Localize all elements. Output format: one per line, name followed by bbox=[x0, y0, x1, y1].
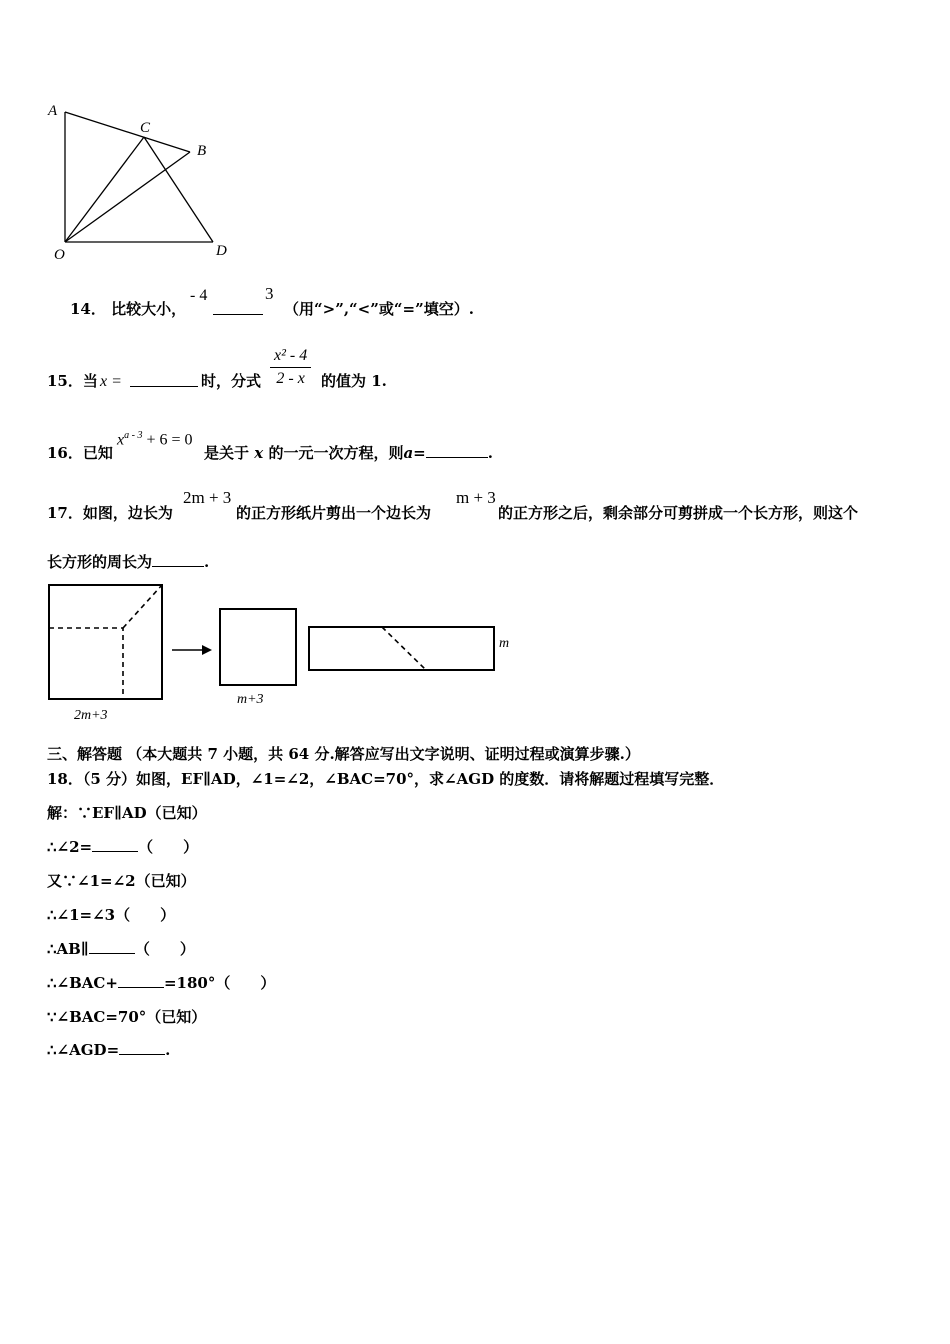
step-text: 解：∵EF∥AD（已知） bbox=[47, 804, 207, 822]
step-text: ∴∠1=∠3（ ） bbox=[47, 906, 176, 924]
q16-blank bbox=[426, 443, 488, 458]
q16-mid2: 的一元一次方程，则 bbox=[268, 444, 404, 462]
q16-prefix: 已知 bbox=[82, 444, 113, 462]
q15-number: 15． bbox=[47, 372, 83, 390]
step-text: ∵∠BAC=70°（已知） bbox=[47, 1008, 207, 1026]
q18-step bbox=[47, 938, 195, 959]
q18-step bbox=[47, 836, 198, 857]
question-15 bbox=[47, 370, 98, 391]
q18-number: 18． bbox=[47, 770, 83, 788]
q17-line2-end: . bbox=[204, 553, 210, 571]
q16-equation bbox=[117, 430, 193, 449]
q15-var: x = bbox=[100, 373, 122, 390]
step-blank bbox=[92, 837, 138, 852]
q16-var: x bbox=[254, 444, 264, 462]
q16-eq-exp: a - 3 bbox=[124, 430, 143, 441]
q15-fraction bbox=[270, 345, 311, 390]
q16-eq-rest: + 6 = 0 bbox=[146, 431, 193, 449]
q18-step bbox=[47, 972, 275, 993]
label-a: A bbox=[48, 103, 58, 119]
q18-text: （5 分）如图，EF∥AD，∠1=∠2，∠BAC=70°，求∠AGD 的度数．请将解题过程填写完整． bbox=[82, 770, 725, 788]
squares-figure bbox=[40, 578, 520, 728]
step-after: =180°（ ） bbox=[163, 974, 276, 992]
label-2m3: 2m+3 bbox=[74, 708, 108, 723]
q17-expr1: 2m + 3 bbox=[183, 488, 232, 507]
q18-step bbox=[47, 870, 196, 891]
q17-part2: 的正方形纸片剪出一个边长为 bbox=[236, 504, 432, 522]
q15-suffix: 的值为 1. bbox=[321, 372, 387, 390]
step-text: ∴∠BAC+ bbox=[47, 974, 118, 992]
q16-text bbox=[204, 442, 493, 463]
small-square bbox=[220, 609, 296, 685]
step-text: 又∵∠1=∠2（已知） bbox=[47, 872, 196, 890]
big-square bbox=[49, 585, 162, 699]
question-14 bbox=[70, 298, 186, 319]
q18-step bbox=[47, 904, 175, 925]
long-rectangle bbox=[309, 627, 494, 670]
q14-text: 比较大小， bbox=[111, 300, 187, 318]
q17-number: 17． bbox=[47, 504, 83, 522]
step-blank bbox=[119, 1040, 165, 1055]
step-text: ∴∠AGD= bbox=[47, 1041, 120, 1059]
q16-ask: a= bbox=[403, 444, 426, 462]
geometry-figure bbox=[40, 95, 250, 270]
question-17 bbox=[47, 502, 173, 523]
label-b: B bbox=[197, 143, 207, 159]
q16-end: . bbox=[487, 444, 493, 462]
q17-part1: 如图，边长为 bbox=[82, 504, 173, 522]
q14-hint: （用“>”,“<”或“=”填空）. bbox=[284, 300, 474, 318]
step-after: （ ） bbox=[138, 838, 199, 856]
q15-blank bbox=[130, 372, 198, 387]
q17-blank bbox=[152, 552, 204, 567]
q15-prefix: 当 bbox=[82, 372, 98, 390]
label-c: C bbox=[140, 120, 151, 136]
q17-expr2: m + 3 bbox=[456, 488, 496, 507]
section-3-header bbox=[47, 743, 640, 764]
q14-left-expr: - 4 bbox=[190, 287, 208, 304]
q14-right-expr: 3 bbox=[265, 284, 274, 303]
q16-number: 16． bbox=[47, 444, 83, 462]
section-3-title: 三、解答题 bbox=[47, 745, 123, 763]
q14-number: 14． bbox=[70, 300, 106, 318]
q16-eq-base: x bbox=[117, 431, 125, 449]
q17-part3: 的正方形之后，剩余部分可剪拼成一个长方形，则这个 bbox=[498, 504, 859, 522]
q18-step bbox=[47, 802, 207, 823]
q18-step bbox=[47, 1006, 206, 1027]
step-text: ∴∠2= bbox=[47, 838, 93, 856]
step-after: （ ） bbox=[134, 940, 195, 958]
question-18 bbox=[47, 768, 724, 789]
question-16 bbox=[47, 442, 113, 463]
q15-denominator: 2 - x bbox=[276, 370, 305, 387]
step-after: . bbox=[165, 1041, 171, 1059]
q17-line2 bbox=[47, 551, 209, 572]
label-m: m bbox=[499, 636, 510, 651]
q15-numerator: x² - 4 bbox=[270, 345, 311, 368]
step-text: ∴AB∥ bbox=[47, 940, 89, 958]
q17-line2-text: 长方形的周长为 bbox=[47, 553, 153, 571]
q15-mid: 时，分式 bbox=[201, 372, 262, 390]
q14-blank bbox=[213, 300, 263, 315]
step-blank bbox=[89, 939, 135, 954]
step-blank bbox=[118, 973, 164, 988]
q16-mid: 是关于 bbox=[204, 444, 250, 462]
q18-step bbox=[47, 1040, 170, 1059]
label-o: O bbox=[54, 247, 65, 263]
section-3-note: （本大题共 7 小题，共 64 分.解答应写出文字说明、证明过程或演算步骤.） bbox=[127, 745, 640, 763]
label-d: D bbox=[216, 243, 227, 259]
label-m3: m+3 bbox=[237, 692, 264, 707]
